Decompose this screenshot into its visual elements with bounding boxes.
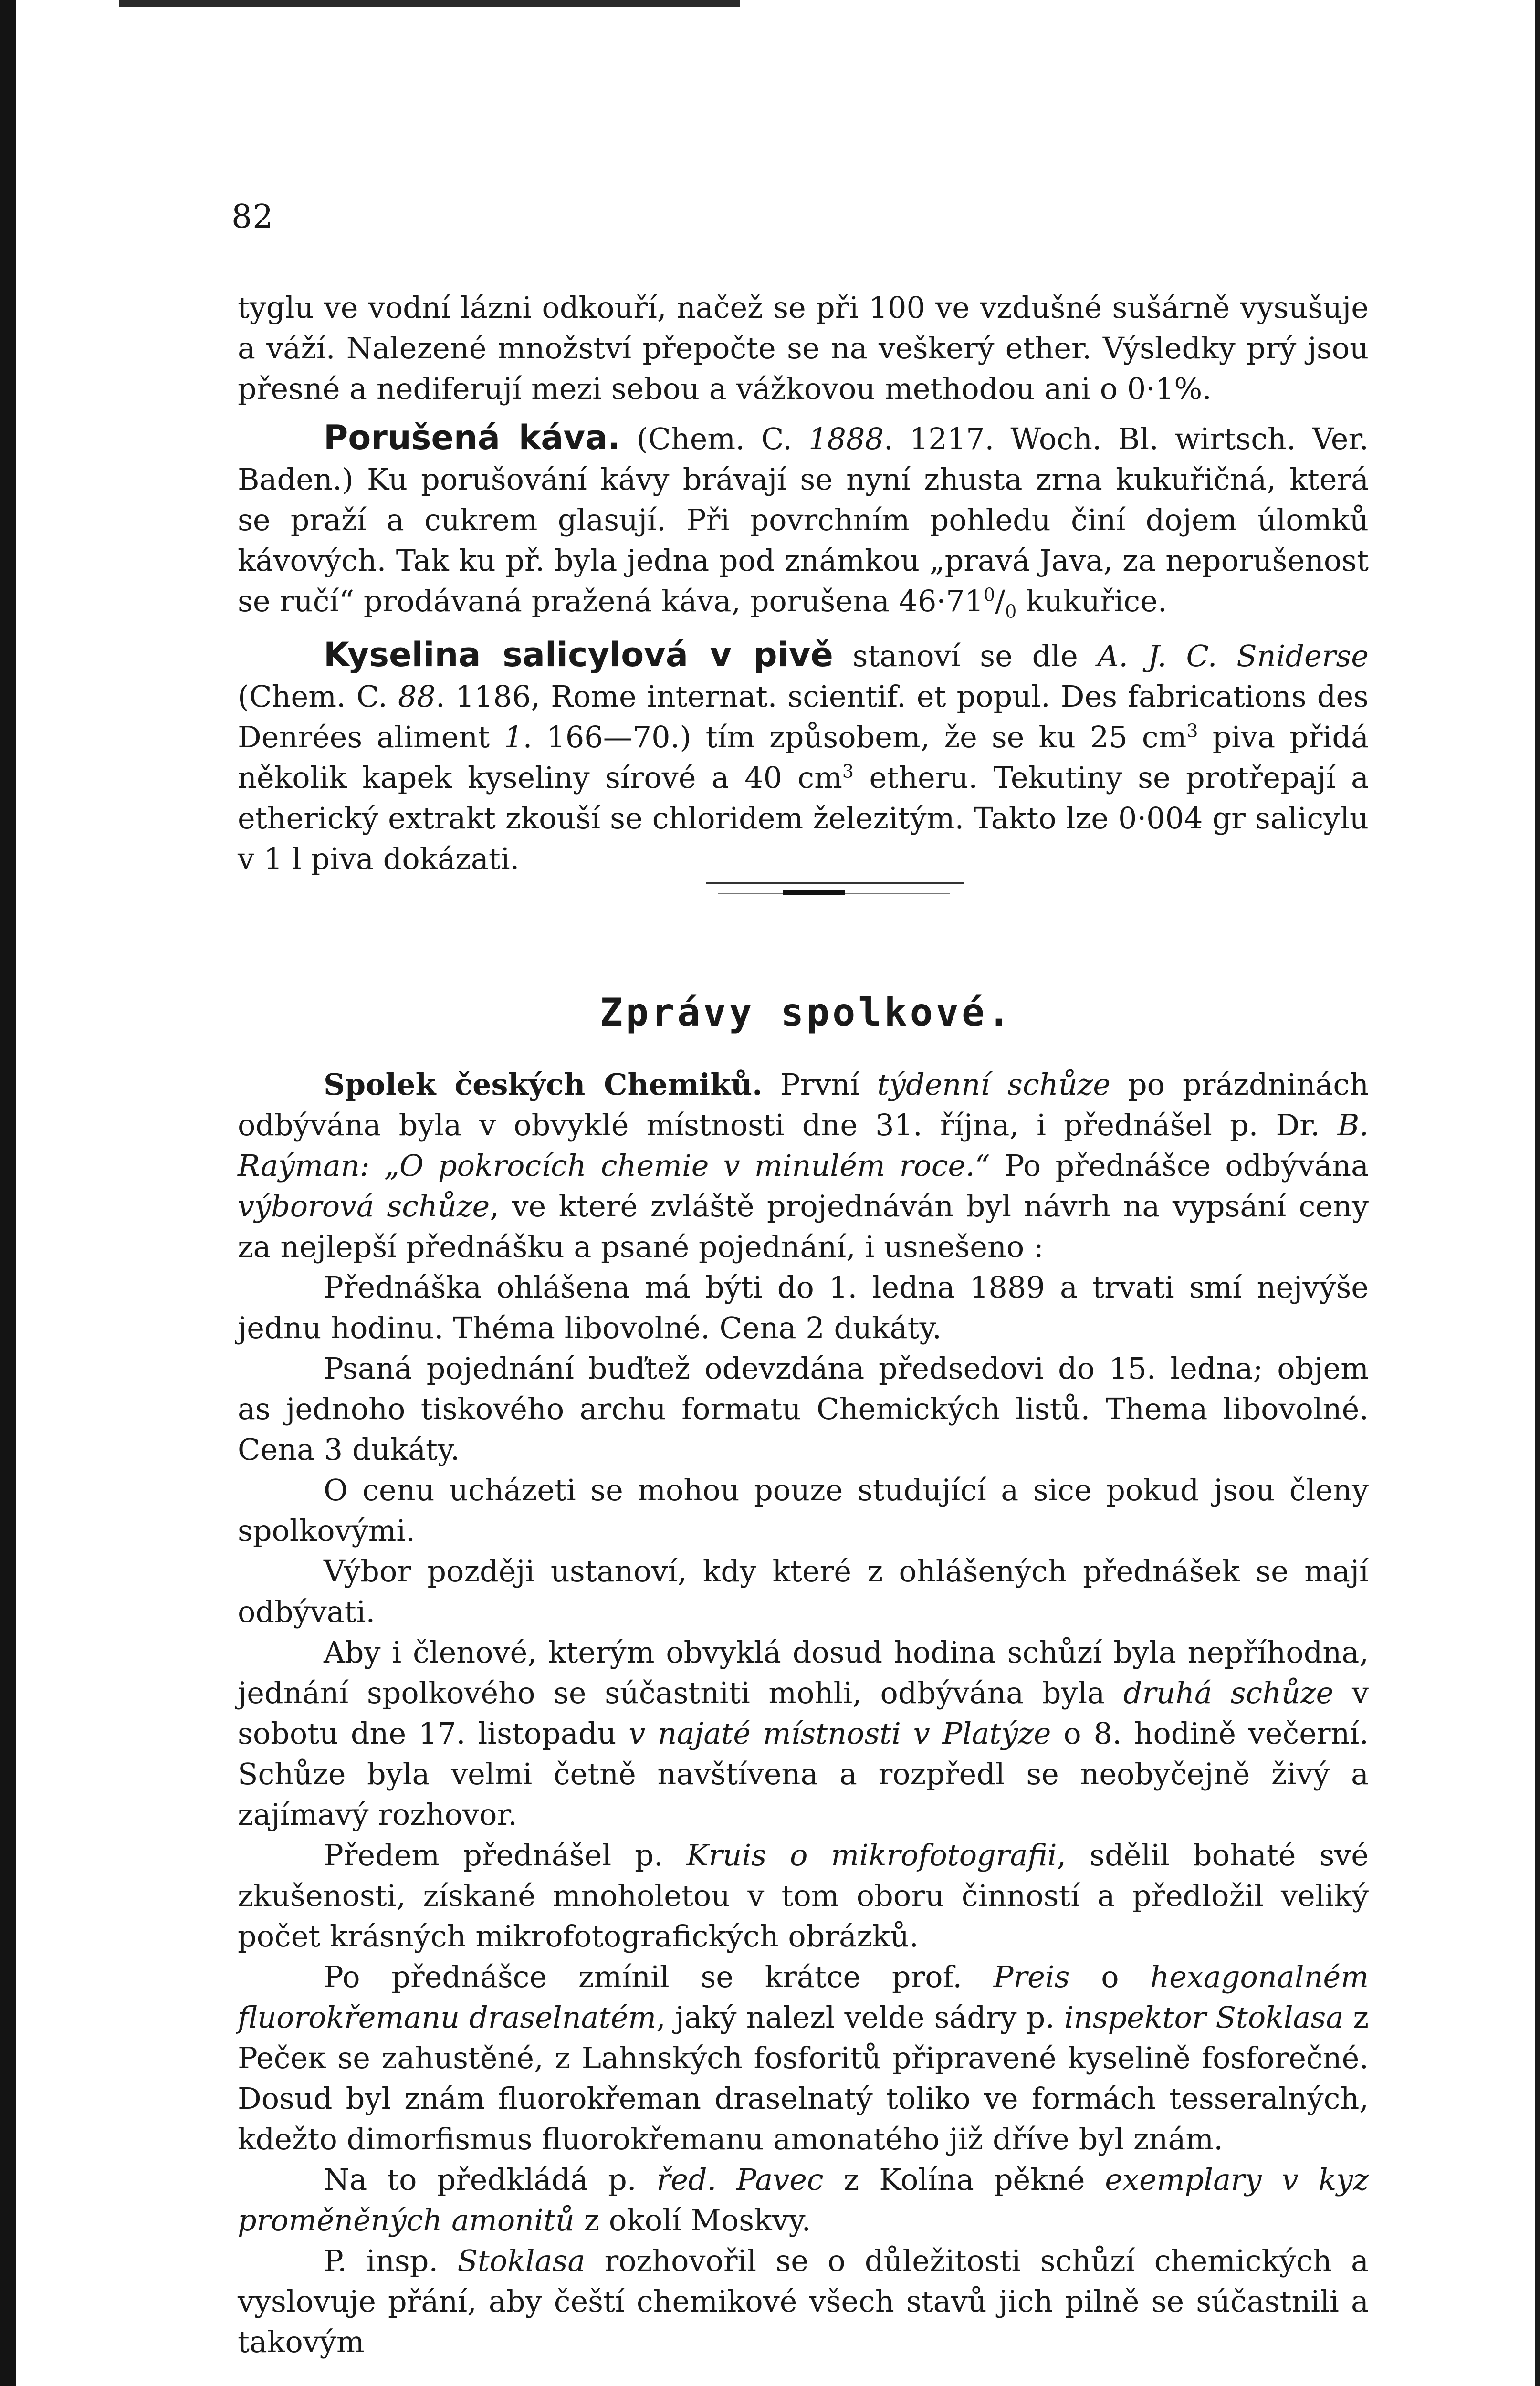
p7-b: , sdělil bohaté své zkušenosti, získané mnoholetou v tom oboru činností a předložil veliký počet krásných mikrofotografických obrázků. bbox=[238, 1838, 1369, 1954]
p9-specimens: exemplary v kyz proměněných amonitů bbox=[238, 2162, 1369, 2238]
salicyl-sup2: 3 bbox=[842, 761, 854, 782]
salicyl-t1: stanoví se dle bbox=[833, 638, 1098, 673]
p10-stoklasa: Stoklasa bbox=[457, 2243, 586, 2278]
salicyl-t5: piva přidá několik kapek kyseliny sírové a 40 cm bbox=[238, 720, 1369, 795]
p9-director: řed. Pavec bbox=[656, 2162, 824, 2197]
p7-kruis: Kruis o mikrofotografii bbox=[686, 1838, 1057, 1873]
p8-fluor: hexagonalném fluorokřemanu draselnatém bbox=[238, 1959, 1369, 2035]
scan-edge-left bbox=[0, 0, 16, 2386]
coffee-tail: kukuřice. bbox=[1016, 584, 1167, 618]
section-heading: Zprávy spolkové. bbox=[599, 990, 1014, 1035]
p8-preis: Preis bbox=[993, 1959, 1070, 1994]
salicyl-author: A. J. C. Sniderse bbox=[1097, 638, 1369, 673]
p8-d: z Pečeк se zahustěné, z Lahnských fosforitů připravené kyselině fosforečné. Dosud byl znám fluorokřeman draselnatý toliko ve formách tesseralných, kdežto dimorfismus fluorokřemanu amonatého již dříve byl znám. bbox=[238, 2000, 1369, 2156]
coffee-section bbox=[238, 418, 1369, 621]
salicyl-sup1: 3 bbox=[1186, 720, 1198, 742]
salicyl-section bbox=[238, 635, 1369, 879]
divider-rule-thick bbox=[783, 890, 845, 895]
scan-top-bar bbox=[119, 0, 740, 7]
salicyl-num: 1 bbox=[504, 720, 523, 754]
intro-text: tyglu ve vodní lázni odkouří, načež se při 100 ve vzdušné sušárně vysušuje a váží. Nalezené množství přepočte se na veškerý ether. Výsledky prý jsou přesné a nediferují mezi sebou a vážkovou methodou ani o 0·1%. bbox=[238, 290, 1369, 406]
scan-edge-right bbox=[1535, 0, 1540, 2386]
p1-committee-meeting: výborová schůze bbox=[238, 1189, 490, 1224]
reports-paragraph-3: Psaná pojednání buďtež odevzdána předsedovi do 15. ledna; objem as jednoho tiskového archu formatu Chemických listů. Thema libovolné. Cena 3 dukáty. bbox=[238, 1351, 1369, 1467]
p6-b: v sobotu dne 17. listopadu bbox=[238, 1675, 1369, 1751]
reports-paragraph-5: Výbor později ustanoví, kdy které z ohlášených přednášek se mají odbývati. bbox=[238, 1554, 1369, 1629]
divider-rule-top bbox=[706, 882, 964, 884]
salicyl-title: Kyselina salicylová v pivě bbox=[324, 635, 833, 674]
coffee-paragraph: Porušená káva. (Chem. C. 1888. 1217. Woch. Bl. wirtsch. Ver. Baden.) Ku porušování kávy brávají se nyní zhusta zrna kukuřičná, která se praží a cukrem glasují. Při povrchním pohledu činí dojem úlomků kávových. Tak ku př. byla jedna pod známkou „pravá Java, za neporušenost se ručí“ prodávaná pražená káva, porušena $46\cdot 71^0/_0$ kukuřice. bbox=[238, 418, 1369, 622]
reports-paragraph-4: O cenu ucházeti se mohou pouze studující a sice pokud jsou členy spolkovými. bbox=[238, 1473, 1369, 1548]
reports-paragraph-6 bbox=[238, 1632, 1369, 1835]
reports-paragraph-10 bbox=[238, 2240, 1369, 2362]
coffee-title: Porušená káva. bbox=[324, 418, 621, 457]
page-number: 82 bbox=[231, 198, 274, 236]
p9-b: z Kolína pěkné bbox=[823, 2162, 1105, 2197]
salicyl-vol: 88 bbox=[398, 679, 436, 714]
p8-a: Po přednášce zmínil se krátce prof. bbox=[324, 1959, 994, 1994]
salicyl-paragraph bbox=[238, 635, 1369, 879]
p10-b: rozhovořil se o důležitosti schůzí chemických a vyslovuje přání, aby čeští chemikové všech stavů jich pilně se súčastnili a takovým bbox=[238, 2243, 1369, 2359]
p8-b: o bbox=[1069, 1959, 1151, 1994]
reports-paragraph-2: Přednáška ohlášena má býti do 1. ledna 1889 a trvati smí nejvýše jednu hodinu. Théma libovolné. Cena 2 dukáty. bbox=[238, 1270, 1369, 1345]
salicyl-t3: . 1186, Rome internat. scientif. et popul. Des fabrications des Denrées aliment bbox=[238, 679, 1369, 754]
salicyl-t6: etheru. Tekutiny se protřepají a etherický extrakt zkouší se chloridem železitým. Takto lze 0·004 gr salicylu v 1 l piva dokázati. bbox=[238, 760, 1369, 876]
coffee-pct-sub: 0 bbox=[1005, 601, 1017, 622]
p1-e: , ve které zvláště projednáván byl návrh na vypsání ceny za nejlepší přednášku a psané pojednání, i usnešeno : bbox=[238, 1189, 1369, 1264]
coffee-ref-year: 1888 bbox=[808, 421, 884, 456]
spolek-name: Spolek českých Chemiků. bbox=[324, 1067, 763, 1102]
p1-lecture-title: „O pokrocích chemie v minulém roce.“ bbox=[384, 1148, 990, 1183]
p1-weekly-meeting: týdenní schůze bbox=[877, 1067, 1110, 1102]
reports-paragraph-7 bbox=[238, 1835, 1369, 1957]
p1-d: Po přednášce odbývána bbox=[990, 1148, 1369, 1183]
intro-paragraph bbox=[238, 287, 1369, 409]
p7-a: Předem přednášel p. bbox=[324, 1838, 687, 1873]
p8-inspector: inspektor Stoklasa bbox=[1064, 2000, 1344, 2035]
p1-rayman: B. Raýman: bbox=[238, 1108, 1369, 1183]
p6-second-meeting: druhá schůze bbox=[1123, 1675, 1334, 1710]
p6-a: Aby i členové, kterým obvyklá dosud hodina schůzí byla nepříhodna, jednání spolkového se súčastniti mohli, odbývána byla bbox=[238, 1635, 1369, 1710]
salicyl-t2: (Chem. C. bbox=[238, 679, 398, 714]
reports-paragraph-1 bbox=[238, 1064, 1369, 1267]
coffee-body: . 1217. Woch. Bl. wirtsch. Ver. Baden.) Ku porušování kávy brávají se nyní zhusta zrna kukuřičná, která se praží a cukrem glasují. Při povrchním pohledu činí dojem úlomků kávových. Tak ku př. byla jedna pod známkou „pravá Java, za neporušenost se ručí“ prodávaná pražená káva, porušena 46·71 bbox=[238, 421, 1369, 618]
p9-c: z okolí Moskvy. bbox=[574, 2203, 811, 2238]
p1-c bbox=[370, 1148, 384, 1183]
reports-section bbox=[238, 1064, 1369, 2362]
p9-a: Na to předkládá p. bbox=[324, 2162, 657, 2197]
p1-a: První bbox=[762, 1067, 878, 1102]
reports-paragraph-9 bbox=[238, 2159, 1369, 2240]
p1-b: po prázdninách odbývána byla v obvyklé místnosti dne 31. října, i přednášel p. Dr. bbox=[238, 1067, 1369, 1142]
p8-c: , jaký nalezl velde sádry p. bbox=[656, 2000, 1065, 2035]
coffee-ref-a: (Chem. C. bbox=[620, 421, 809, 456]
p10-a: P. insp. bbox=[324, 2243, 458, 2278]
salicyl-t4: . 166—70.) tím způsobem, že se ku 25 cm bbox=[523, 720, 1187, 754]
p6-c: o 8. hodině večerní. Schůze byla velmi četně navštívena a rozpředl se neobyčejně živý a zajímavý rozhovor. bbox=[238, 1716, 1369, 1832]
p6-rented-room: v najaté místnosti v Platýze bbox=[629, 1716, 1051, 1751]
reports-paragraph-8 bbox=[238, 1957, 1369, 2159]
